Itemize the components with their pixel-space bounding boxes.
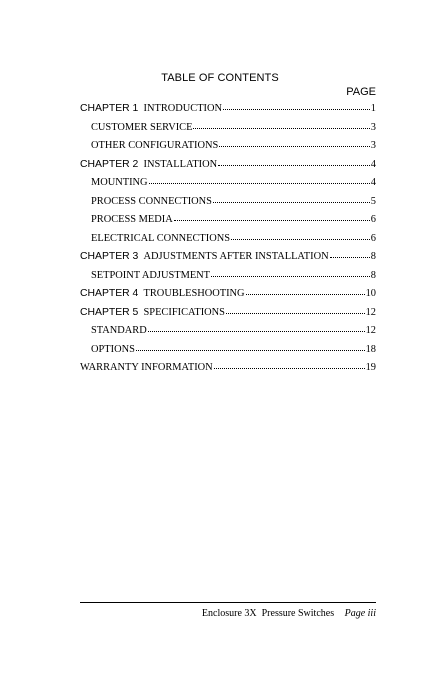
toc-entry-label: INSTALLATION bbox=[143, 158, 218, 170]
toc-entry-text bbox=[91, 270, 210, 281]
toc-chapter-entry[interactable] bbox=[80, 286, 376, 305]
toc-page-number: 1 bbox=[370, 103, 376, 114]
toc-entry-text bbox=[91, 325, 147, 336]
toc-page-number: 10 bbox=[365, 288, 376, 299]
toc-page-number: 3 bbox=[370, 121, 376, 133]
toc-entry-text bbox=[91, 214, 173, 225]
toc-entry-text bbox=[80, 362, 213, 373]
toc-entry-text bbox=[80, 159, 217, 170]
toc-entry-label: OTHER CONFIGURATIONS bbox=[91, 140, 219, 151]
toc-entry-label: SPECIFICATIONS bbox=[143, 306, 225, 318]
toc-page-number: 4 bbox=[370, 158, 376, 170]
toc-chapter-number: CHAPTER 1 bbox=[80, 103, 139, 114]
toc-entry-label: TROUBLESHOOTING bbox=[143, 288, 245, 299]
toc-entry-text bbox=[80, 103, 222, 114]
toc-section-entry[interactable] bbox=[80, 194, 376, 213]
dot-leader bbox=[226, 305, 365, 315]
toc-page-number: 8 bbox=[370, 251, 376, 262]
dot-leader bbox=[223, 101, 370, 111]
toc-entry-label: MOUNTING bbox=[91, 177, 148, 188]
toc-section-entry[interactable] bbox=[80, 212, 376, 231]
dot-leader bbox=[330, 249, 370, 259]
toc-page-number: 3 bbox=[370, 140, 376, 151]
toc-title: TABLE OF CONTENTS bbox=[161, 72, 279, 84]
toc-entry-label: OPTIONS bbox=[91, 343, 135, 355]
toc-page-number: 8 bbox=[370, 269, 376, 281]
toc-entry-label: ADJUSTMENTS AFTER INSTALLATION bbox=[143, 251, 329, 262]
toc-entry-text bbox=[80, 288, 245, 299]
toc-chapter-number: CHAPTER 2 bbox=[80, 158, 139, 170]
toc-chapter-number: CHAPTER 4 bbox=[80, 288, 139, 299]
dot-leader bbox=[214, 360, 365, 370]
toc-entry-label: WARRANTY INFORMATION bbox=[80, 362, 213, 373]
toc-section-entry[interactable] bbox=[80, 138, 376, 157]
toc-chapter-number: CHAPTER 3 bbox=[80, 251, 139, 262]
toc-section-entry[interactable] bbox=[80, 342, 376, 361]
dot-leader bbox=[218, 157, 370, 167]
toc-chapter-entry[interactable] bbox=[80, 157, 376, 176]
footer-page-number: Page iii bbox=[344, 608, 376, 619]
toc-chapter-entry[interactable] bbox=[80, 101, 376, 120]
toc-entry-label: PROCESS CONNECTIONS bbox=[91, 195, 212, 207]
page-column-label: PAGE bbox=[346, 86, 376, 98]
toc-page-number: 5 bbox=[370, 195, 376, 207]
toc-page-number: 4 bbox=[370, 177, 376, 188]
footer bbox=[202, 608, 376, 619]
dot-leader bbox=[149, 175, 370, 185]
toc-entry-label: INTRODUCTION bbox=[143, 103, 223, 114]
toc-chapter-entry[interactable] bbox=[80, 249, 376, 268]
footer-title: Enclosure 3X Pressure Switches bbox=[201, 608, 335, 619]
toc-entry-label: PROCESS MEDIA bbox=[91, 214, 173, 225]
toc-entry-text bbox=[91, 177, 148, 188]
toc-section-entry[interactable] bbox=[80, 231, 376, 250]
toc-page-number: 12 bbox=[365, 306, 376, 318]
dot-leader bbox=[246, 286, 365, 296]
toc-entry-text bbox=[91, 140, 218, 151]
toc-page-number: 6 bbox=[370, 232, 376, 244]
toc-page-number: 18 bbox=[365, 343, 376, 355]
dot-leader bbox=[213, 194, 370, 204]
footer-rule bbox=[80, 602, 376, 603]
dot-leader bbox=[174, 212, 370, 222]
toc-page-number: 6 bbox=[370, 214, 376, 225]
dot-leader bbox=[219, 138, 370, 148]
dot-leader bbox=[148, 323, 365, 333]
toc-entry-text bbox=[80, 251, 329, 262]
dot-leader bbox=[231, 231, 370, 241]
toc-entry-label: SETPOINT ADJUSTMENT bbox=[91, 269, 211, 281]
toc-section-entry[interactable] bbox=[80, 268, 376, 287]
toc-list bbox=[80, 101, 376, 379]
toc-entry-text bbox=[91, 196, 212, 207]
toc-entry-label: ELECTRICAL CONNECTIONS bbox=[91, 232, 231, 244]
toc-section-entry[interactable] bbox=[80, 175, 376, 194]
toc-entry-label: CUSTOMER SERVICE bbox=[91, 121, 193, 133]
toc-chapter-entry[interactable] bbox=[80, 305, 376, 324]
toc-entry-label: STANDARD bbox=[91, 325, 147, 336]
toc-entry-text bbox=[91, 122, 192, 133]
dot-leader bbox=[193, 120, 369, 130]
toc-entry-text bbox=[91, 344, 135, 355]
toc-page-number: 19 bbox=[365, 362, 376, 373]
dot-leader bbox=[211, 268, 370, 278]
toc-entry-text bbox=[91, 233, 230, 244]
toc-entry-text bbox=[80, 307, 225, 318]
toc-page-number: 12 bbox=[365, 325, 376, 336]
toc-section-entry[interactable] bbox=[80, 120, 376, 139]
toc-section-entry[interactable] bbox=[80, 323, 376, 342]
toc-chapter-number: CHAPTER 5 bbox=[80, 306, 139, 318]
dot-leader bbox=[136, 342, 365, 352]
toc-entry[interactable] bbox=[80, 360, 376, 379]
